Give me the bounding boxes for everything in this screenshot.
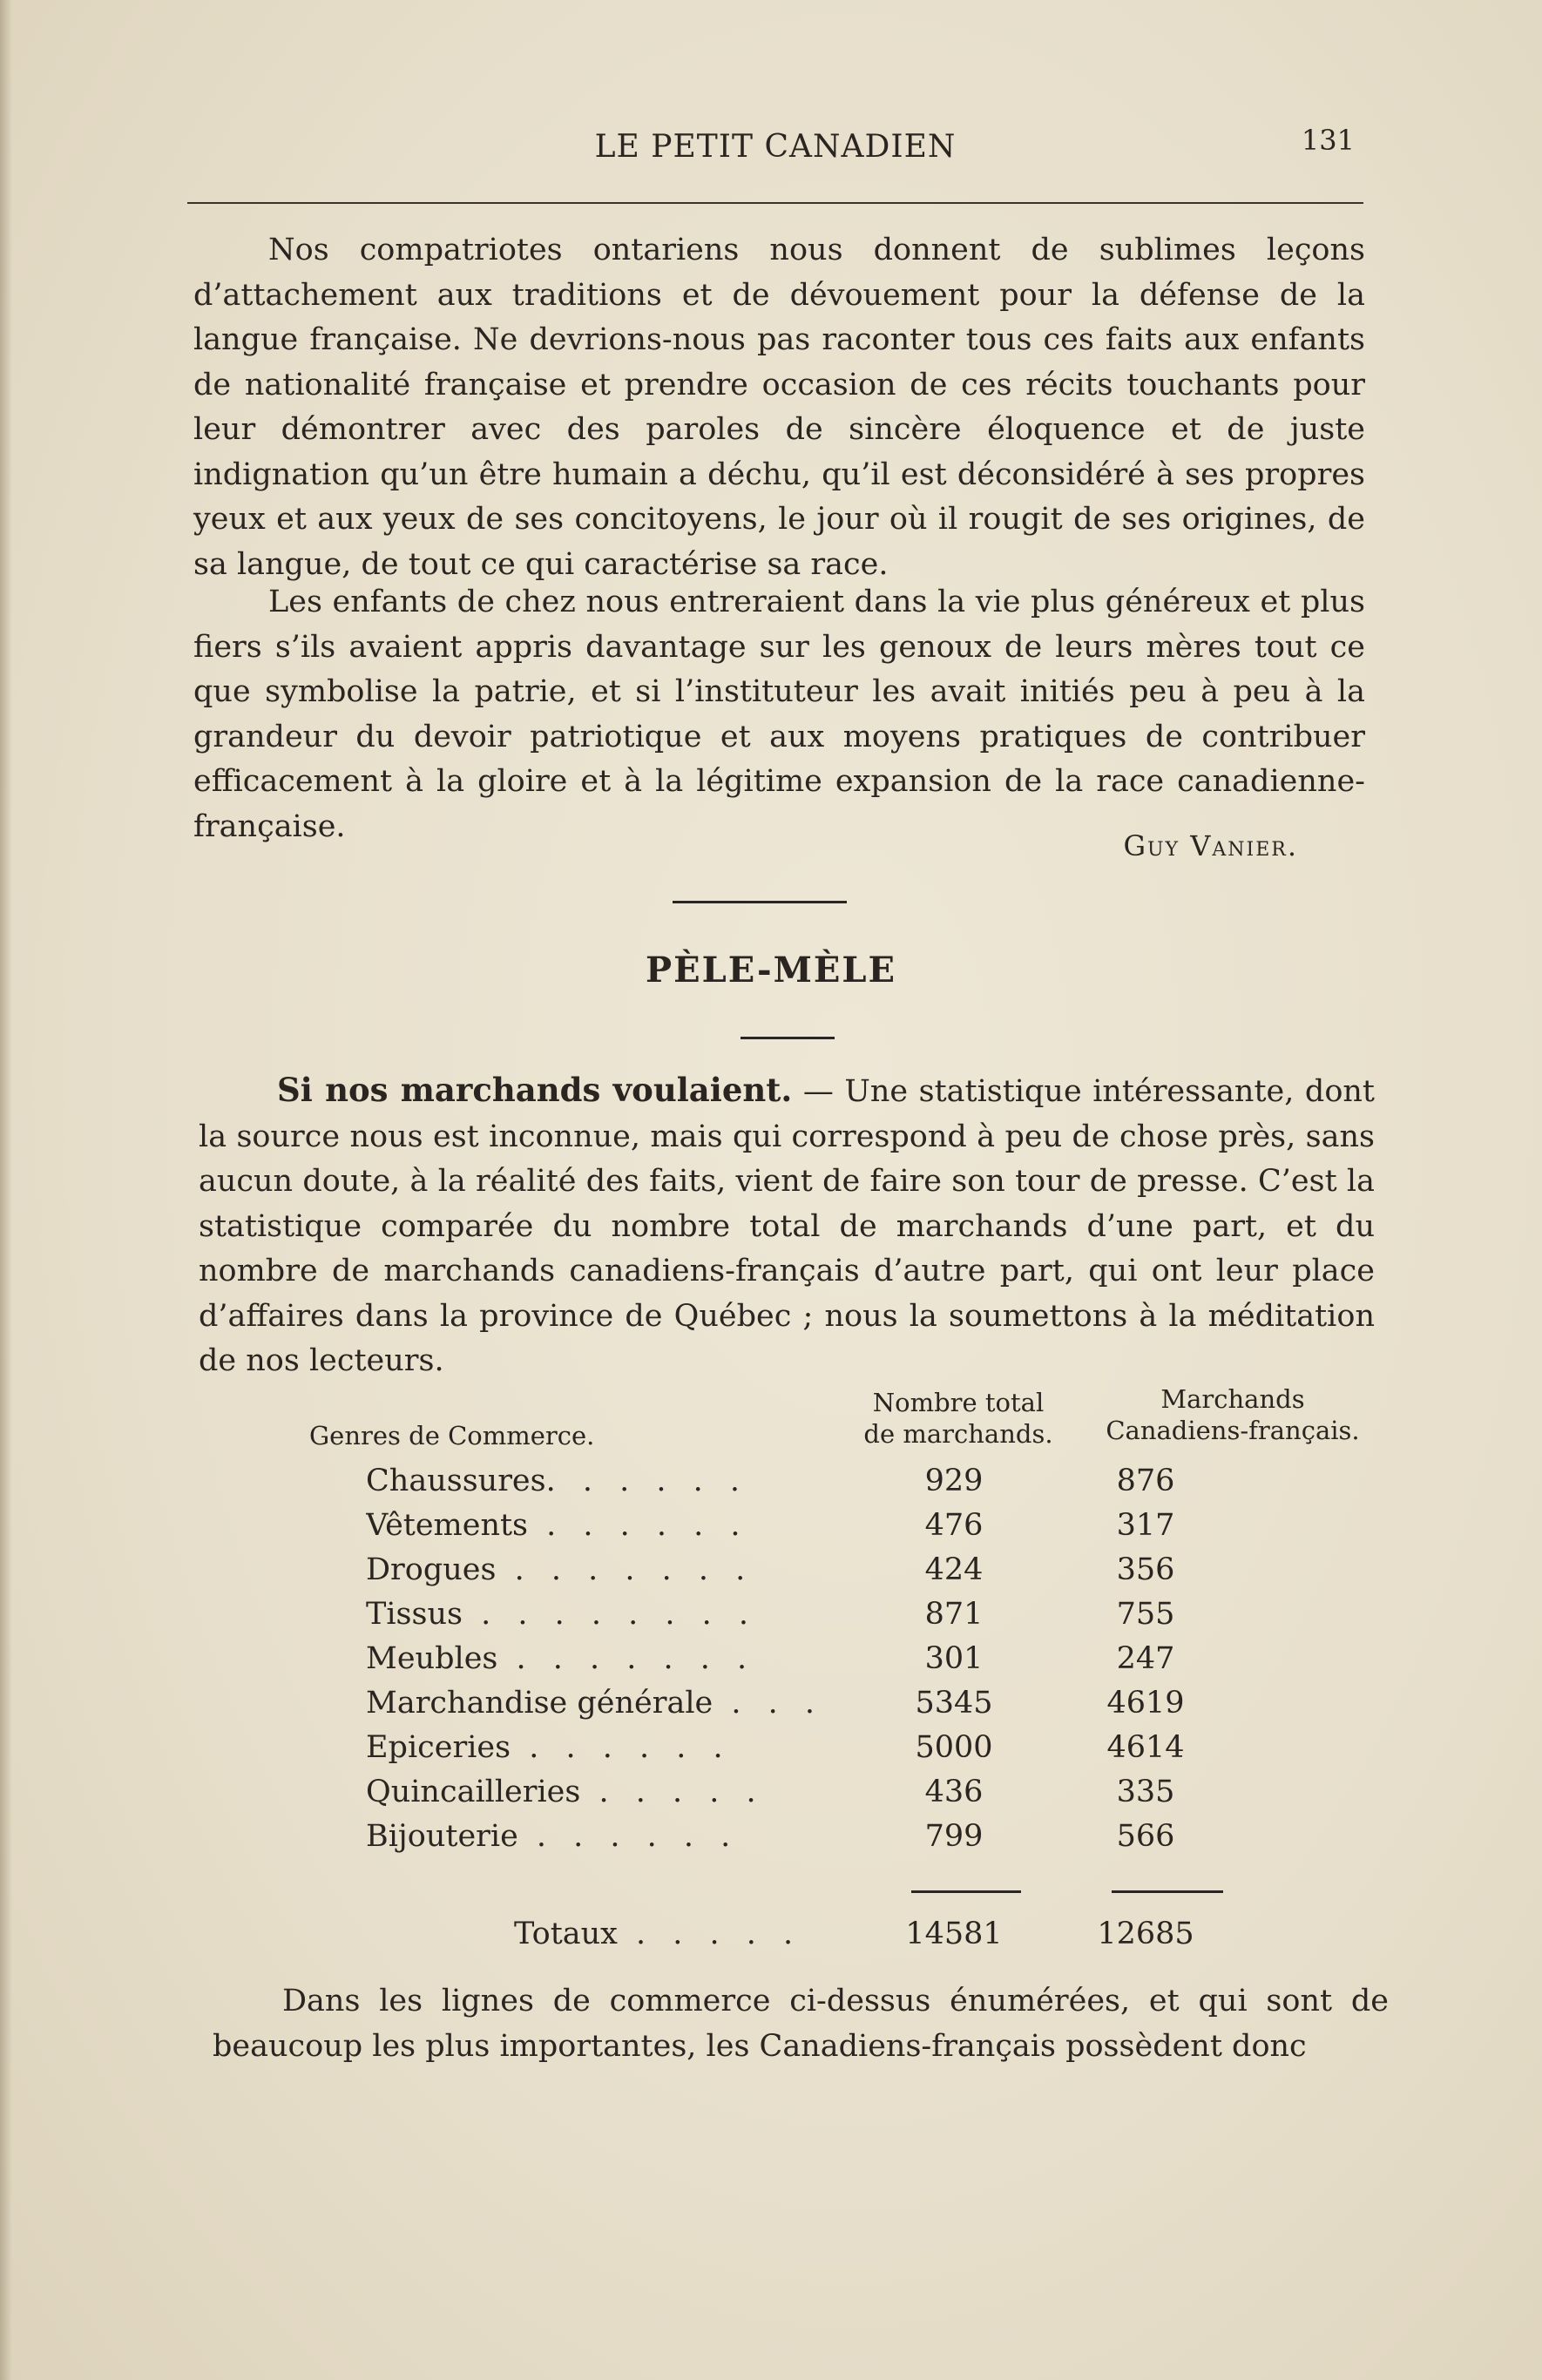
section-title: PÈLE-MÈLE <box>646 950 896 991</box>
row-canadiens-value: 356 <box>1116 1552 1175 1587</box>
row-total-value: 424 <box>924 1552 984 1587</box>
table-row <box>366 1641 1237 1686</box>
table-row <box>366 1464 1237 1508</box>
closing-paragraph <box>213 1979 1389 2069</box>
row-category-text: Quincailleries <box>366 1775 581 1809</box>
row-category-text: Tissus <box>366 1597 463 1632</box>
totals-canadiens-value: 12685 <box>1097 1917 1194 1951</box>
column-header-total-line1: Nombre total <box>872 1388 1045 1417</box>
row-category <box>366 1508 871 1543</box>
row-category <box>366 1686 871 1721</box>
totals-label <box>514 1917 801 1951</box>
row-canadiens-value: 335 <box>1116 1775 1175 1809</box>
column-header-total <box>862 1387 1054 1450</box>
row-total-value: 871 <box>924 1597 984 1632</box>
table-row <box>366 1819 1237 1863</box>
row-total-value: 436 <box>924 1775 984 1809</box>
row-total-value: 301 <box>924 1641 984 1676</box>
row-canadiens-value: 4614 <box>1106 1730 1185 1765</box>
row-category <box>366 1641 871 1676</box>
title-underline-rule <box>741 1037 835 1039</box>
page-edge-shadow <box>0 0 12 2380</box>
row-canadiens-value: 755 <box>1116 1597 1175 1632</box>
table-row <box>366 1508 1237 1552</box>
table-row <box>366 1775 1237 1819</box>
row-category-text: Epiceries <box>366 1730 511 1765</box>
lead-runin-heading: Si nos marchands voulaient. <box>277 1071 793 1109</box>
row-category <box>366 1597 871 1632</box>
page-number: 131 <box>1301 124 1355 157</box>
row-category-text: Marchandise générale <box>366 1686 714 1721</box>
paragraph-1-text: Nos compatriotes ontariens nous donnent de sublimes leçons d’attachement aux traditions et de dévouement pour la défense de la langue française. Ne devrions-nous pas raconter tous ces faits aux enfants de nationalité française et prendre occasion de ces récits touchants pour leur démontrer avec des paroles de sincère éloquence et de juste indignation qu’un être humain a déchu, qu’il est déconsidéré à ses propres yeux et aux yeux de ses concitoyens, le jour où il rougit de ses origines, de sa langue, de tout ce qui caractérise sa race. <box>193 233 1365 582</box>
row-dot-leader: . . . . . . <box>545 1464 748 1498</box>
table-row <box>366 1730 1237 1775</box>
row-total-value: 929 <box>924 1464 984 1498</box>
row-total-value: 5000 <box>915 1730 993 1765</box>
totals-leader: . . . . . <box>617 1917 802 1951</box>
paragraph-1 <box>193 228 1365 587</box>
row-dot-leader: . . . . . . <box>528 1508 749 1543</box>
column-header-total-line2: de marchands. <box>863 1419 1053 1449</box>
author-signature: Guy Vanier. <box>1123 829 1298 862</box>
column-header-canadiens <box>1089 1383 1376 1446</box>
row-total-value: 476 <box>924 1508 984 1543</box>
row-category-text: Vêtements <box>366 1508 529 1543</box>
row-category <box>366 1552 871 1587</box>
paragraph-2 <box>193 580 1365 849</box>
column-header-canadiens-line1: Marchands <box>1160 1384 1305 1414</box>
page-header <box>187 124 1363 172</box>
row-category <box>366 1775 871 1809</box>
row-canadiens-value: 566 <box>1116 1819 1175 1854</box>
row-category <box>366 1819 871 1854</box>
column-header-category: Genres de Commerce. <box>309 1421 595 1450</box>
row-category-text: Meubles <box>366 1641 498 1676</box>
section-divider-rule <box>673 901 847 903</box>
row-canadiens-value: 317 <box>1116 1508 1175 1543</box>
running-title: LE PETIT CANADIEN <box>594 129 957 165</box>
totals-total-value: 14581 <box>905 1917 1003 1951</box>
closing-paragraph-text: Dans les lignes de commerce ci-dessus énumérées, et qui sont de beaucoup les plus importantes, les Canadiens-français possèdent donc <box>213 1984 1389 2064</box>
row-dot-leader: . . . <box>713 1686 824 1721</box>
lead-paragraph-text: — Une statistique intéressante, dont la source nous est inconnue, mais qui correspond à peu de chose près, sans aucun doute, à la réalité des faits, vient de faire son tour de presse. C’est la statistique comparée du nombre total de marchands d’une part, et du nombre de marchands canadiens-français d’autre part, qui ont leur place d’affaires dans la province de Québec ; nous la soumettons à la méditation de nos lecteurs. <box>199 1074 1375 1378</box>
row-total-value: 5345 <box>915 1686 993 1721</box>
row-category-text: Drogues <box>366 1552 497 1587</box>
table-row <box>366 1686 1237 1730</box>
row-category <box>366 1730 871 1765</box>
row-dot-leader: . . . . . . . . <box>462 1597 757 1632</box>
table-row <box>366 1597 1237 1641</box>
row-category-text: Bijouterie <box>366 1819 518 1854</box>
row-canadiens-value: 4619 <box>1106 1686 1185 1721</box>
row-canadiens-value: 876 <box>1116 1464 1175 1498</box>
row-category-text: Chaussures <box>366 1464 546 1498</box>
statistics-table <box>366 1464 1237 1863</box>
totals-label-text: Totaux <box>514 1917 618 1951</box>
table-row <box>366 1552 1237 1597</box>
sum-rule-total <box>911 1890 1021 1893</box>
row-dot-leader: . . . . . . <box>517 1819 740 1854</box>
row-category <box>366 1464 871 1498</box>
row-dot-leader: . . . . . . <box>511 1730 732 1765</box>
row-dot-leader: . . . . . <box>580 1775 765 1809</box>
column-header-canadiens-line2: Canadiens-français. <box>1106 1416 1360 1445</box>
row-canadiens-value: 247 <box>1116 1641 1175 1676</box>
row-dot-leader: . . . . . . . <box>496 1552 754 1587</box>
row-total-value: 799 <box>924 1819 984 1854</box>
sum-rule-canadiens <box>1112 1890 1223 1893</box>
lead-paragraph <box>199 1068 1375 1384</box>
totals-row <box>366 1917 1237 1961</box>
header-rule <box>187 202 1363 204</box>
row-dot-leader: . . . . . . . <box>497 1641 756 1676</box>
paragraph-2-text: Les enfants de chez nous entreraient dans la vie plus généreux et plus fiers s’ils avaient appris davantage sur les genoux de leurs mères tout ce que symbolise la patrie, et si l’instituteur les avait initiés peu à peu à la grandeur du devoir patriotique et aux moyens pratiques de contribuer efficacement à la gloire et à la légitime expansion de la race canadienne-française. <box>193 585 1365 844</box>
